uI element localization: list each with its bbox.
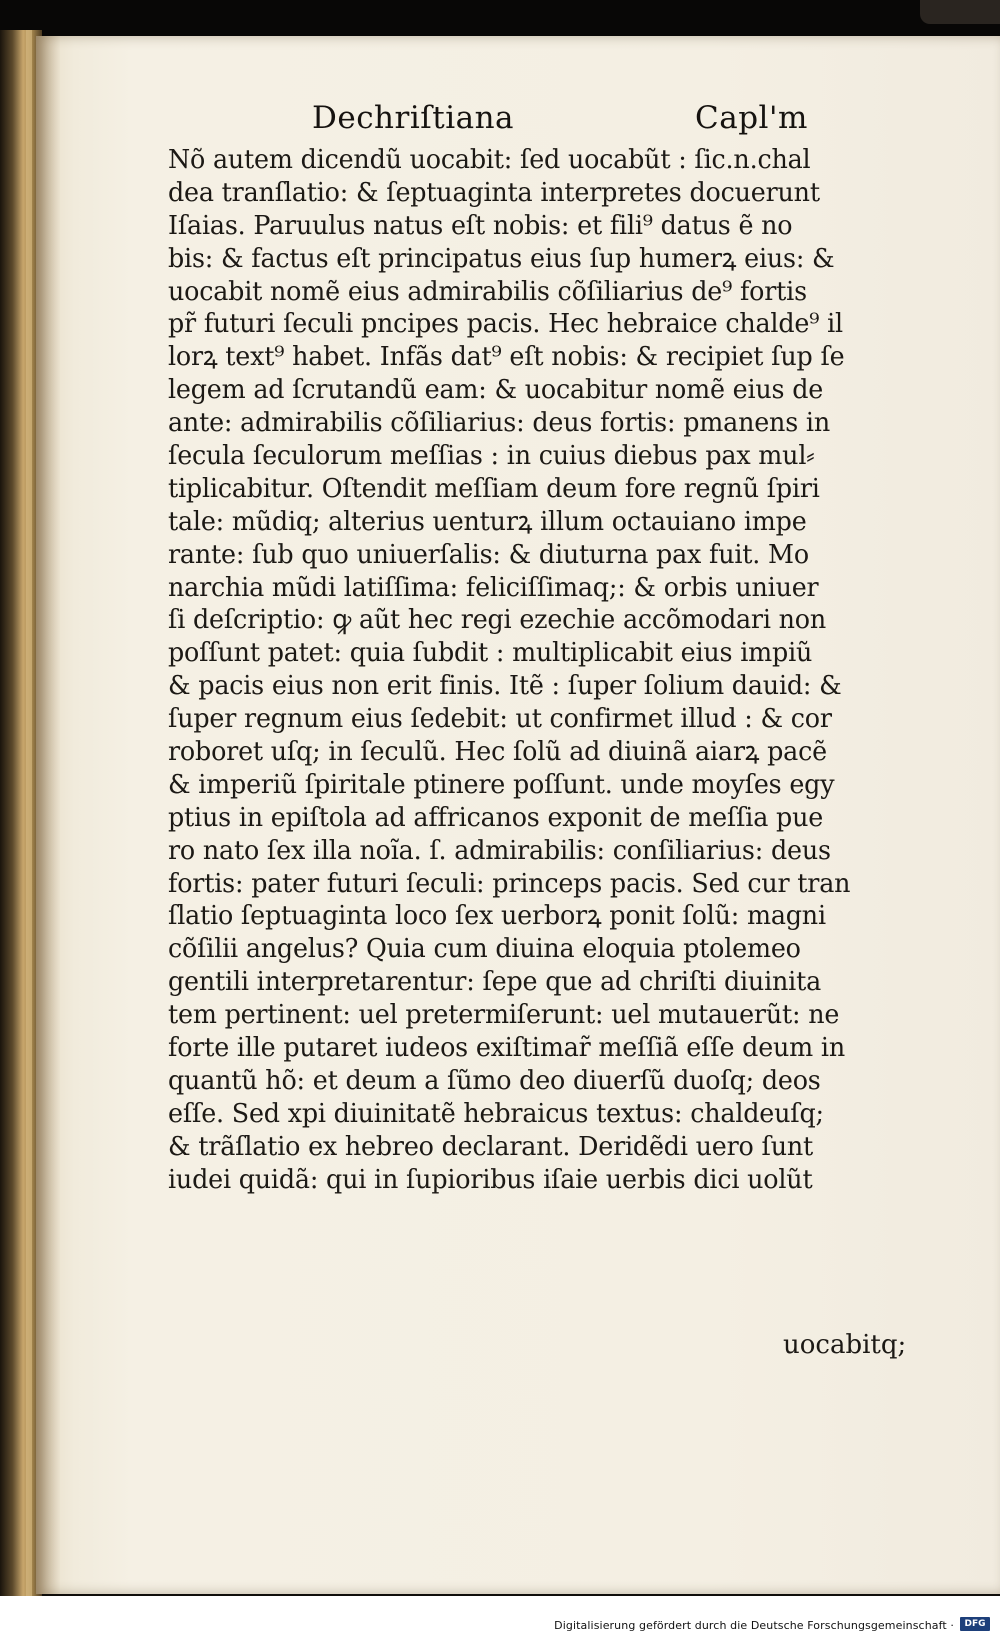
text-line: & pacis eius non erit finis. Itẽ : ſuper ſolium dauid: &	[168, 671, 842, 702]
book-edge-corner	[920, 0, 1000, 24]
page-gutter-shadow	[36, 36, 60, 1594]
text-line: ro nato ſex illa noĩa. ſ. admirabilis: conſiliarius: deus	[168, 835, 831, 866]
text-line: ptius in epiſtola ad affricanos exponit de meſſia pue	[168, 802, 824, 833]
running-head-left: Dechriſtiana	[312, 100, 515, 136]
text-line: Nõ autem dicendũ uocabit: ſed uocabũt : ſic.n.chal	[168, 145, 811, 175]
text-line: poſſunt patet: quia ſubdit : multiplicabit eius impiũ	[168, 638, 813, 669]
text-line: legem ad ſcrutandũ eam: & uocabitur nomẽ eius de	[168, 375, 824, 406]
top-background-band	[0, 0, 1000, 38]
text-line: tale: mũdiq; alterius uenturꝝ illum octauiano impe	[168, 506, 807, 537]
text-line: quantũ hõ: et deum a ſũmo deo diuerſũ duoſq; deos	[168, 1065, 821, 1096]
text-line: gentili interpretarentur: ſepe que ad chriſti diuinita	[168, 967, 822, 998]
running-head-right: Capl'm	[695, 100, 808, 136]
text-line: fortis: pater futuri ſeculi: princeps pacis. Sed cur tran	[168, 868, 851, 899]
page-text-block	[168, 144, 988, 1197]
text-line: ſlatio ſeptuaginta loco ſex uerborꝝ ponit ſolũ: magni	[168, 901, 826, 932]
funding-credit: Digitalisierung gefördert durch die Deutsche Forschungsgemeinschaft ·	[554, 1619, 954, 1632]
text-line: forte ille putaret iudeos exiſtimar̃ meſſiã eſſe deum in	[168, 1033, 845, 1064]
text-line: cõſilii angelus? Quia cum diuina eloquia ptolemeo	[168, 934, 801, 965]
text-line: roboret uſq; in ſeculũ. Hec ſolũ ad diuinã aiarꝝ pacẽ	[168, 737, 827, 768]
text-line: narchia mũdi latiſſima: feliciſſimaq;: & orbis uniuer	[168, 572, 819, 603]
text-line: dea tranſlatio: & ſeptuaginta interpretes docuerunt	[168, 177, 820, 208]
cover-edge-highlight	[26, 30, 32, 1596]
text-line: & imperiũ ſpiritale ptinere poſſunt. unde moyſes egy	[168, 769, 835, 800]
text-line: uocabit nomẽ eius admirabilis cõſiliarius de⁹ fortis	[168, 276, 807, 307]
text-line: Iſaias. Paruulus natus eſt nobis: et fili⁹ datus ẽ no	[168, 210, 793, 241]
text-line: rante: ſub quo uniuerſalis: & diuturna pax fuit. Mo	[168, 539, 809, 570]
text-line: ſi deſcriptio: ꝙ aũt hec regi ezechie accõmodari non	[168, 605, 827, 636]
text-line: pr̃ futuri ſeculi pncipes pacis. Hec hebraice chalde⁹ il	[168, 309, 843, 340]
text-line: bis: & factus eſt principatus eius ſup humerꝝ eius: &	[168, 243, 835, 274]
text-line: ſecula ſeculorum meſſias : in cuius diebus pax mul⸗	[168, 441, 815, 472]
dfg-logo: DFG	[960, 1617, 990, 1631]
text-line: tem pertinent: uel pretermiſerunt: uel mutauerũt: ne	[168, 1000, 840, 1031]
text-line: ante: admirabilis cõſiliarius: deus fortis: pmanens in	[168, 408, 830, 439]
text-line: tiplicabitur. Oſtendit meſſiam deum fore regnũ ſpiri	[168, 473, 820, 504]
text-line: eſſe. Sed xpi diuinitatẽ hebraicus textus: chaldeuſq;	[168, 1098, 824, 1129]
text-line: ſuper regnum eius ſedebit: ut confirmet illud : & cor	[168, 704, 832, 735]
text-line: lorꝝ text⁹ habet. Infãs dat⁹ eſt nobis: & recipiet ſup ſe	[168, 342, 845, 373]
text-line: & trãſlatio ex hebreo declarant. Deridẽdi uero ſunt	[168, 1131, 814, 1162]
text-line: iudei quidã: qui in ſupioribus iſaie uerbis dici uolũt	[168, 1164, 813, 1195]
catchword: uocabitq;	[783, 1330, 907, 1360]
